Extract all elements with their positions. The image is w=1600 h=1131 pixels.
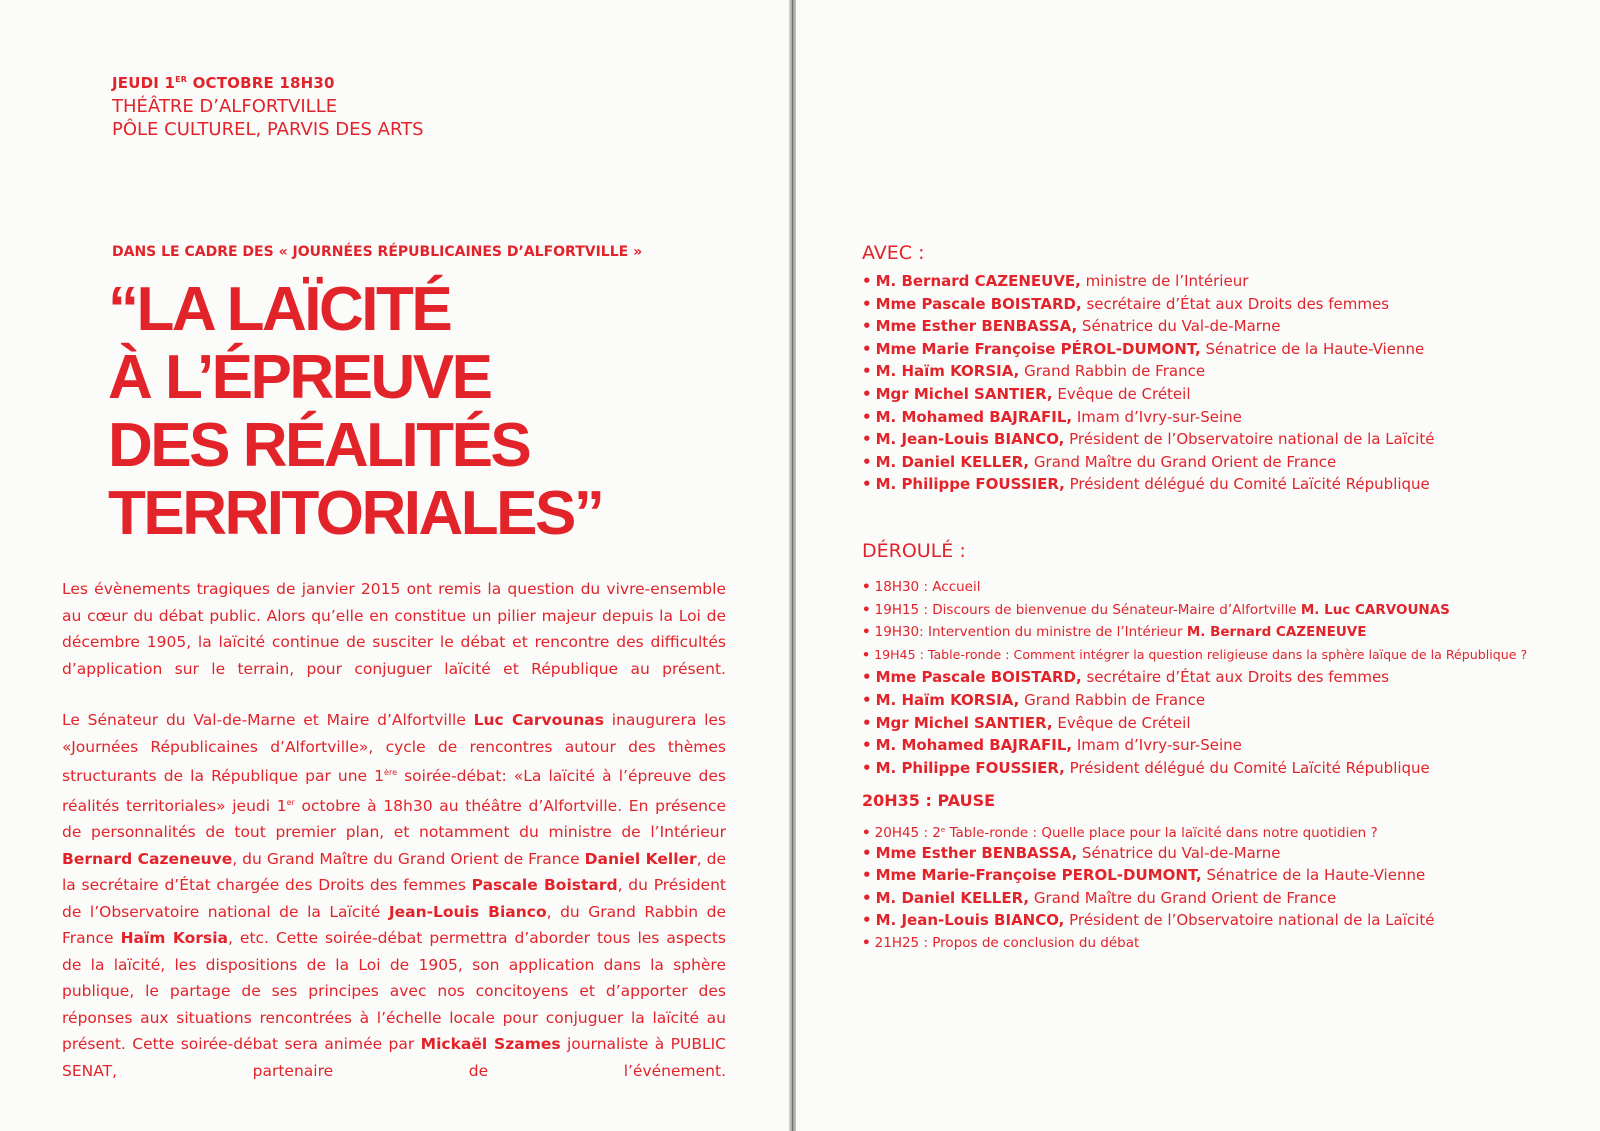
program-list-2 [862,819,1434,955]
event-date: JEUDI 1ER OCTOBRE 18H30 [112,74,335,92]
list-item: • Mme Esther BENBASSA, Sénatrice du Val-de-Marne [862,843,1281,862]
title-line: TERRITORIALES” [108,479,603,548]
title-line: DES RÉALITÉS [108,411,530,480]
pause-heading: 20H35 : PAUSE [862,791,996,810]
deroule-heading: DÉROULÉ : [862,540,966,562]
list-item: • M. Daniel KELLER, Grand Maître du Grand Orient de France [862,452,1337,471]
venue-line: THÉÂTRE D’ALFORTVILLE [112,96,338,117]
list-item: • 20H45 : 2e Table-ronde : Quelle place pour la laïcité dans notre quotidien ? [862,825,1378,841]
list-item: • Mme Pascale BOISTARD, secrétaire d’État aux Droits des femmes [862,668,1390,687]
left-page [0,0,790,1131]
list-item: • M. Mohamed BAJRAFIL, Imam d’Ivry-sur-Seine [862,407,1242,426]
list-item: • 19H30: Intervention du ministre de l’Intérieur M. Bernard CAZENEUVE [862,624,1367,641]
intro-paragraph: Les évènements tragiques de janvier 2015 ont remis la question du vivre-ensemble au cœur du débat public. Alors qu’elle en constitue un pilier majeur depuis la Loi de décembre 1905, la laïcité continue de susciter le débat et rencontre des difficultés d’application sur le terrain, pour conjuguer laïcité et République au présent. [62,580,726,678]
list-item: • M. Jean-Louis BIANCO, Président de l’Observatoire national de la Laïcité [862,911,1435,930]
title-line: “LA LAÏCITÉ [108,275,451,344]
list-item: • M. Haïm KORSIA, Grand Rabbin de France [862,362,1206,381]
fold-line [792,0,793,1131]
list-item: • Mme Esther BENBASSA, Sénatrice du Val-de-Marne [862,317,1281,336]
list-item: • M. Haïm KORSIA, Grand Rabbin de France [862,690,1206,709]
list-item: • Mgr Michel SANTIER, Evêque de Créteil [862,713,1191,732]
title-line: À L’ÉPREUVE [108,343,491,412]
list-item: • Mme Marie Françoise PÉROL-DUMONT, Sénatrice de la Haute-Vienne [862,339,1425,358]
list-item: • 19H45 : Table-ronde : Comment intégrer la question religieuse dans la sphère laïque de la République ? [862,646,1528,662]
list-item: • M. Daniel KELLER, Grand Maître du Grand Orient de France [862,888,1337,907]
list-item: • M. Philippe FOUSSIER, Président délégué du Comité Laïcité République [862,758,1430,777]
program-list [862,576,1527,779]
description-paragraph: Le Sénateur du Val-de-Marne et Maire d’Alfortville Luc Carvounas inaugurera les «Journées Républicaines d’Alfortville», cycle de rencontres autour des thèmes structurants de la République par une 1ère soirée-débat: «La laïcité à l’épreuve des réalités territoriales» jeudi 1er octobre à 18h30 au théâtre d’Alfortville. En présence de personnalités de tout premier plan, et notamment du ministre de l’Intérieur Bernard Cazeneuve, du Grand Maître du Grand Orient de France Daniel Keller, de la secrétaire d’État chargée des Droits des femmes Pascale Boistard, du Président de l’Observatoire national de la Laïcité Jean-Louis Bianco, du Grand Rabbin de France Haïm Korsia, etc. Cette soirée-débat permettra d’aborder tous les aspects de la laïcité, les dispositions de la Loi de 1905, son application dans la sphère publique, le partage de ses principes avec nos concitoyens et d’apporter des réponses aux situations rencontrées à l’échelle locale pour conjuguer la laïcité au présent. Cette soirée-débat sera animée par Mickaël Szames journaliste à PUBLIC SENAT, partenaire de l’événement. [62,711,727,1080]
list-item: • M. Philippe FOUSSIER, Président délégué du Comité Laïcité République [862,475,1430,494]
kicker: DANS LE CADRE DES « JOURNÉES RÉPUBLICAINES D’ALFORTVILLE » [112,244,643,260]
list-item: • Mme Marie-Françoise PEROL-DUMONT, Sénatrice de la Haute-Vienne [862,866,1426,885]
list-item: • 19H15 : Discours de bienvenue du Sénateur-Maire d’Alfortville M. Luc CARVOUNAS [862,601,1450,618]
venue-line: PÔLE CULTUREL, PARVIS DES ARTS [112,119,424,140]
list-item: • Mgr Michel SANTIER, Evêque de Créteil [862,384,1191,403]
list-item: • M. Mohamed BAJRAFIL, Imam d’Ivry-sur-Seine [862,736,1242,755]
right-page [796,0,1600,1131]
event-venue [112,95,424,141]
list-item: • M. Bernard CAZENEUVE, ministre de l’Intérieur [862,272,1249,290]
list-item: • 18H30 : Accueil [862,579,981,595]
list-item: • 21H25 : Propos de conclusion du débat [862,934,1140,951]
list-item: • Mme Pascale BOISTARD, secrétaire d’État aux Droits des femmes [862,294,1390,313]
guest-list [862,270,1434,496]
page-title [108,276,602,548]
avec-heading: AVEC : [862,242,925,264]
list-item: • M. Jean-Louis BIANCO, Président de l’Observatoire national de la Laïcité [862,430,1435,449]
